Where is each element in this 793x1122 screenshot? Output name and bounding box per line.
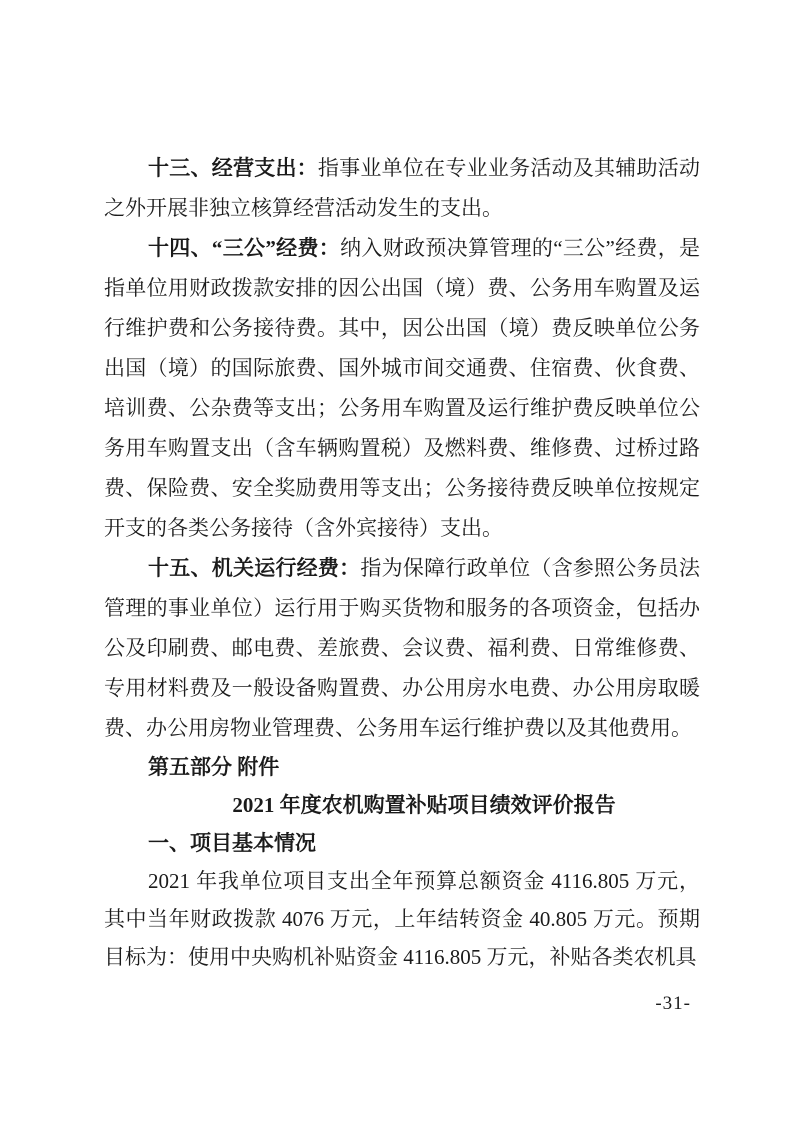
- section-one-heading: 一、项目基本情况: [148, 831, 316, 855]
- document-body: [104, 148, 700, 976]
- paragraph-agency-operating-funds: [104, 548, 700, 748]
- paragraph-three-public-funds-text: 纳入财政预决算管理的“三公”经费，是指单位用财政拨款安排的因公出国（境）费、公务用车购置及运行维护费和公务接待费。其中，因公出国（境）费反映单位公务出国（境）的国际旅费、国外城市间交通费、住宿费、伙食费、培训费、公杂费等支出；公务用车购置及运行维护费反映单位公务用车购置支出（含车辆购置税）及燃料费、维修费、过桥过路费、保险费、安全奖励费用等支出；公务接待费反映单位按规定开支的各类公务接待（含外宾接待）支出。: [104, 236, 701, 540]
- part-five-heading: 第五部分 附件: [148, 755, 280, 779]
- paragraph-operating-expenses: [104, 148, 700, 228]
- paragraph-three-public-funds-lead: 十四、“三公”经费：: [148, 236, 341, 260]
- paragraph-agency-operating-funds-lead: 十五、机关运行经费：: [148, 556, 361, 580]
- paragraph-three-public-funds: [104, 228, 700, 548]
- report-title: 2021 年度农机购置补贴项目绩效评价报告: [232, 793, 616, 817]
- paragraph-operating-expenses-lead: 十三、经营支出：: [148, 156, 318, 180]
- paragraph-project-overview-text: 2021 年我单位项目支出全年预算总额资金 4116.805 万元，其中当年财政拨款 4076 万元，上年结转资金 40.805 万元。预期目标为：使用中央购机补贴资金 4116.805 万元，补贴各类农机具: [104, 869, 700, 969]
- page-number: -31-: [655, 993, 691, 1014]
- paragraph-project-overview: [104, 862, 700, 976]
- paragraph-operating-expenses-text: 指事业单位在专业业务活动及其辅助活动之外开展非独立核算经营活动发生的支出。: [104, 156, 701, 220]
- paragraph-agency-operating-funds-text: 指为保障行政单位（含参照公务员法管理的事业单位）运行用于购买货物和服务的各项资金，包括办公及印刷费、邮电费、差旅费、会议费、福利费、日常维修费、专用材料费及一般设备购置费、办公用房水电费、办公用房取暖费、办公用房物业管理费、公务用车运行维护费以及其他费用。: [104, 556, 701, 740]
